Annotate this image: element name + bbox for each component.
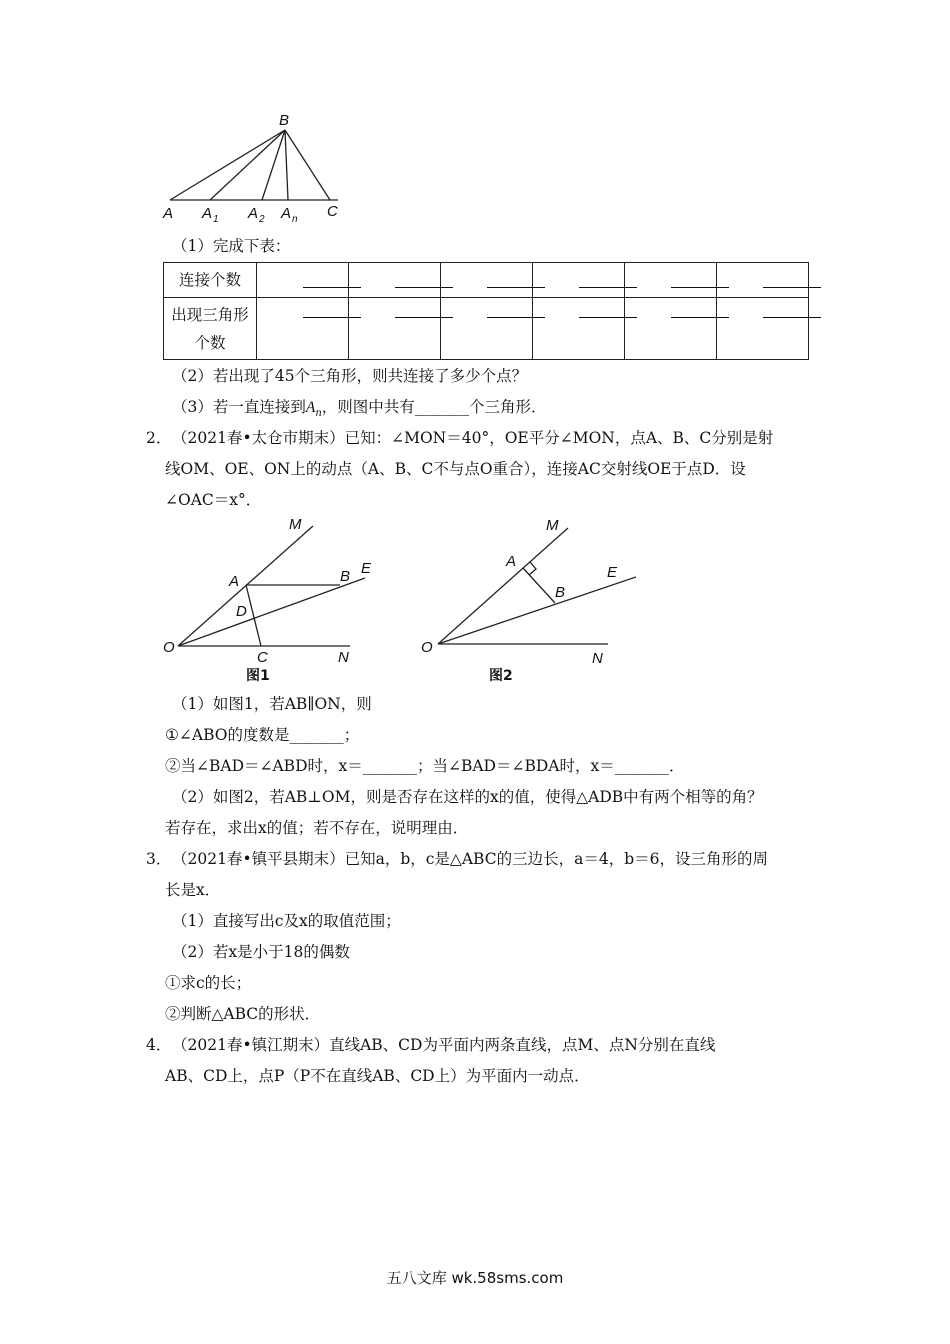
q2-p1: （1）如图1，若AB∥ON，则: [172, 695, 372, 713]
fig2-label-B: B: [555, 584, 566, 601]
fig1-label-N: N: [338, 649, 349, 666]
footer: 五八文库 wk.58sms.com: [386, 1269, 564, 1287]
q1-part3-pre: （3）若一直连接到: [172, 398, 306, 416]
q3-p2: （2）若x是小于18的偶数: [172, 943, 350, 961]
q1-part3-var: A: [305, 399, 316, 416]
q3-p2a: ①求c的长；: [165, 974, 252, 992]
table-row2-header: [164, 298, 257, 360]
q2-figure-2: [415, 512, 645, 692]
fig1-caption: 图1: [246, 668, 270, 684]
fig1-label-E: E: [361, 560, 372, 577]
fig1-label-B: B: [340, 568, 351, 585]
label-B: B: [279, 112, 290, 129]
q2-p2-line1: （2）如图2，若AB⊥OM，则是否存在这样的x的值，使得△ADB中有两个相等的角？: [172, 788, 763, 806]
table-cell[interactable]: [533, 263, 625, 298]
table-cell[interactable]: [533, 298, 625, 360]
q1-part3-post: ，则图中共有_______个三角形．: [321, 398, 547, 416]
q4-line1: （2021春•镇江期末）直线AB、CD为平面内两条直线，点M、点N分别在直线: [172, 1036, 716, 1054]
table-cell[interactable]: [257, 298, 349, 360]
q1-part3: [172, 397, 547, 424]
table-cell[interactable]: [349, 263, 441, 298]
q3-number: 3．: [146, 850, 172, 868]
q1-part3-sub: n: [315, 408, 322, 420]
q1-part2: （2）若出现了45个三角形，则共连接了多少个点？: [172, 367, 528, 385]
table-cell[interactable]: [441, 263, 533, 298]
fig2-label-N: N: [592, 650, 603, 667]
q2-line1: （2021春•太仓市期末）已知：∠MON＝40°，OE平分∠MON，点A、B、C分别是射: [172, 429, 774, 447]
label-An: A: [281, 205, 292, 222]
q2-line2: 线OM、OE、ON上的动点（A、B、C不与点O重合），连接AC交射线OE于点D．设: [165, 460, 746, 478]
triangle-figure: [160, 108, 350, 228]
label-A1-sub: 1: [213, 214, 219, 225]
q3-p1: （1）直接写出c及x的取值范围；: [172, 912, 401, 930]
q3-p2b: ②判断△ABC的形状．: [165, 1005, 321, 1023]
label-C: C: [327, 203, 338, 220]
table-cell[interactable]: [717, 298, 809, 360]
answer-table: [163, 262, 809, 360]
fig2-label-A: A: [506, 553, 517, 570]
table-cell[interactable]: [625, 263, 717, 298]
fig1-label-O: O: [163, 639, 175, 656]
q2-line3: ∠OAC＝x°．: [165, 491, 262, 509]
table-cell[interactable]: [349, 298, 441, 360]
q2-p1b: ②当∠BAD＝∠ABD时，x＝_______；当∠BAD＝∠BDA时，x＝_______．: [165, 757, 685, 775]
fig1-label-M: M: [289, 516, 302, 533]
fig2-label-E: E: [607, 564, 618, 581]
q2-number: 2．: [146, 429, 172, 447]
table-row1-header: 连接个数: [164, 263, 257, 298]
table-cell[interactable]: [625, 298, 717, 360]
fig1-label-A: A: [229, 573, 240, 590]
fig2-caption: 图2: [489, 668, 513, 684]
q2-p2-line2: 若存在，求出x的值；若不存在，说明理由．: [165, 819, 469, 837]
table-row2-header-line2: 个数: [194, 333, 226, 352]
table-cell[interactable]: [257, 263, 349, 298]
q2-p1a: ①∠ABO的度数是_______；: [165, 726, 360, 744]
label-A2-sub: 2: [259, 214, 265, 225]
q3-line1: （2021春•镇平县期末）已知a，b，c是△ABC的三边长，a＝4，b＝6，设三角形的周: [172, 850, 768, 868]
q3-line2: 长是x．: [165, 881, 221, 899]
fig2-label-O: O: [421, 639, 433, 656]
label-A1: A: [202, 205, 213, 222]
q4-number: 4．: [146, 1036, 172, 1054]
label-A2: A: [248, 205, 259, 222]
table-cell[interactable]: [441, 298, 533, 360]
q4-line2: AB、CD上，点P（P不在直线AB、CD上）为平面内一动点．: [165, 1067, 590, 1085]
q1-part1: （1）完成下表：: [172, 237, 291, 255]
table-cell[interactable]: [717, 263, 809, 298]
label-An-sub: n: [292, 214, 298, 225]
q2-figure-1: [160, 512, 390, 692]
fig1-label-D: D: [236, 603, 247, 620]
fig1-label-C: C: [257, 649, 268, 666]
fig2-label-M: M: [546, 517, 559, 534]
table-row2-header-line1: 出现三角形: [171, 305, 249, 324]
label-A: A: [163, 205, 174, 222]
